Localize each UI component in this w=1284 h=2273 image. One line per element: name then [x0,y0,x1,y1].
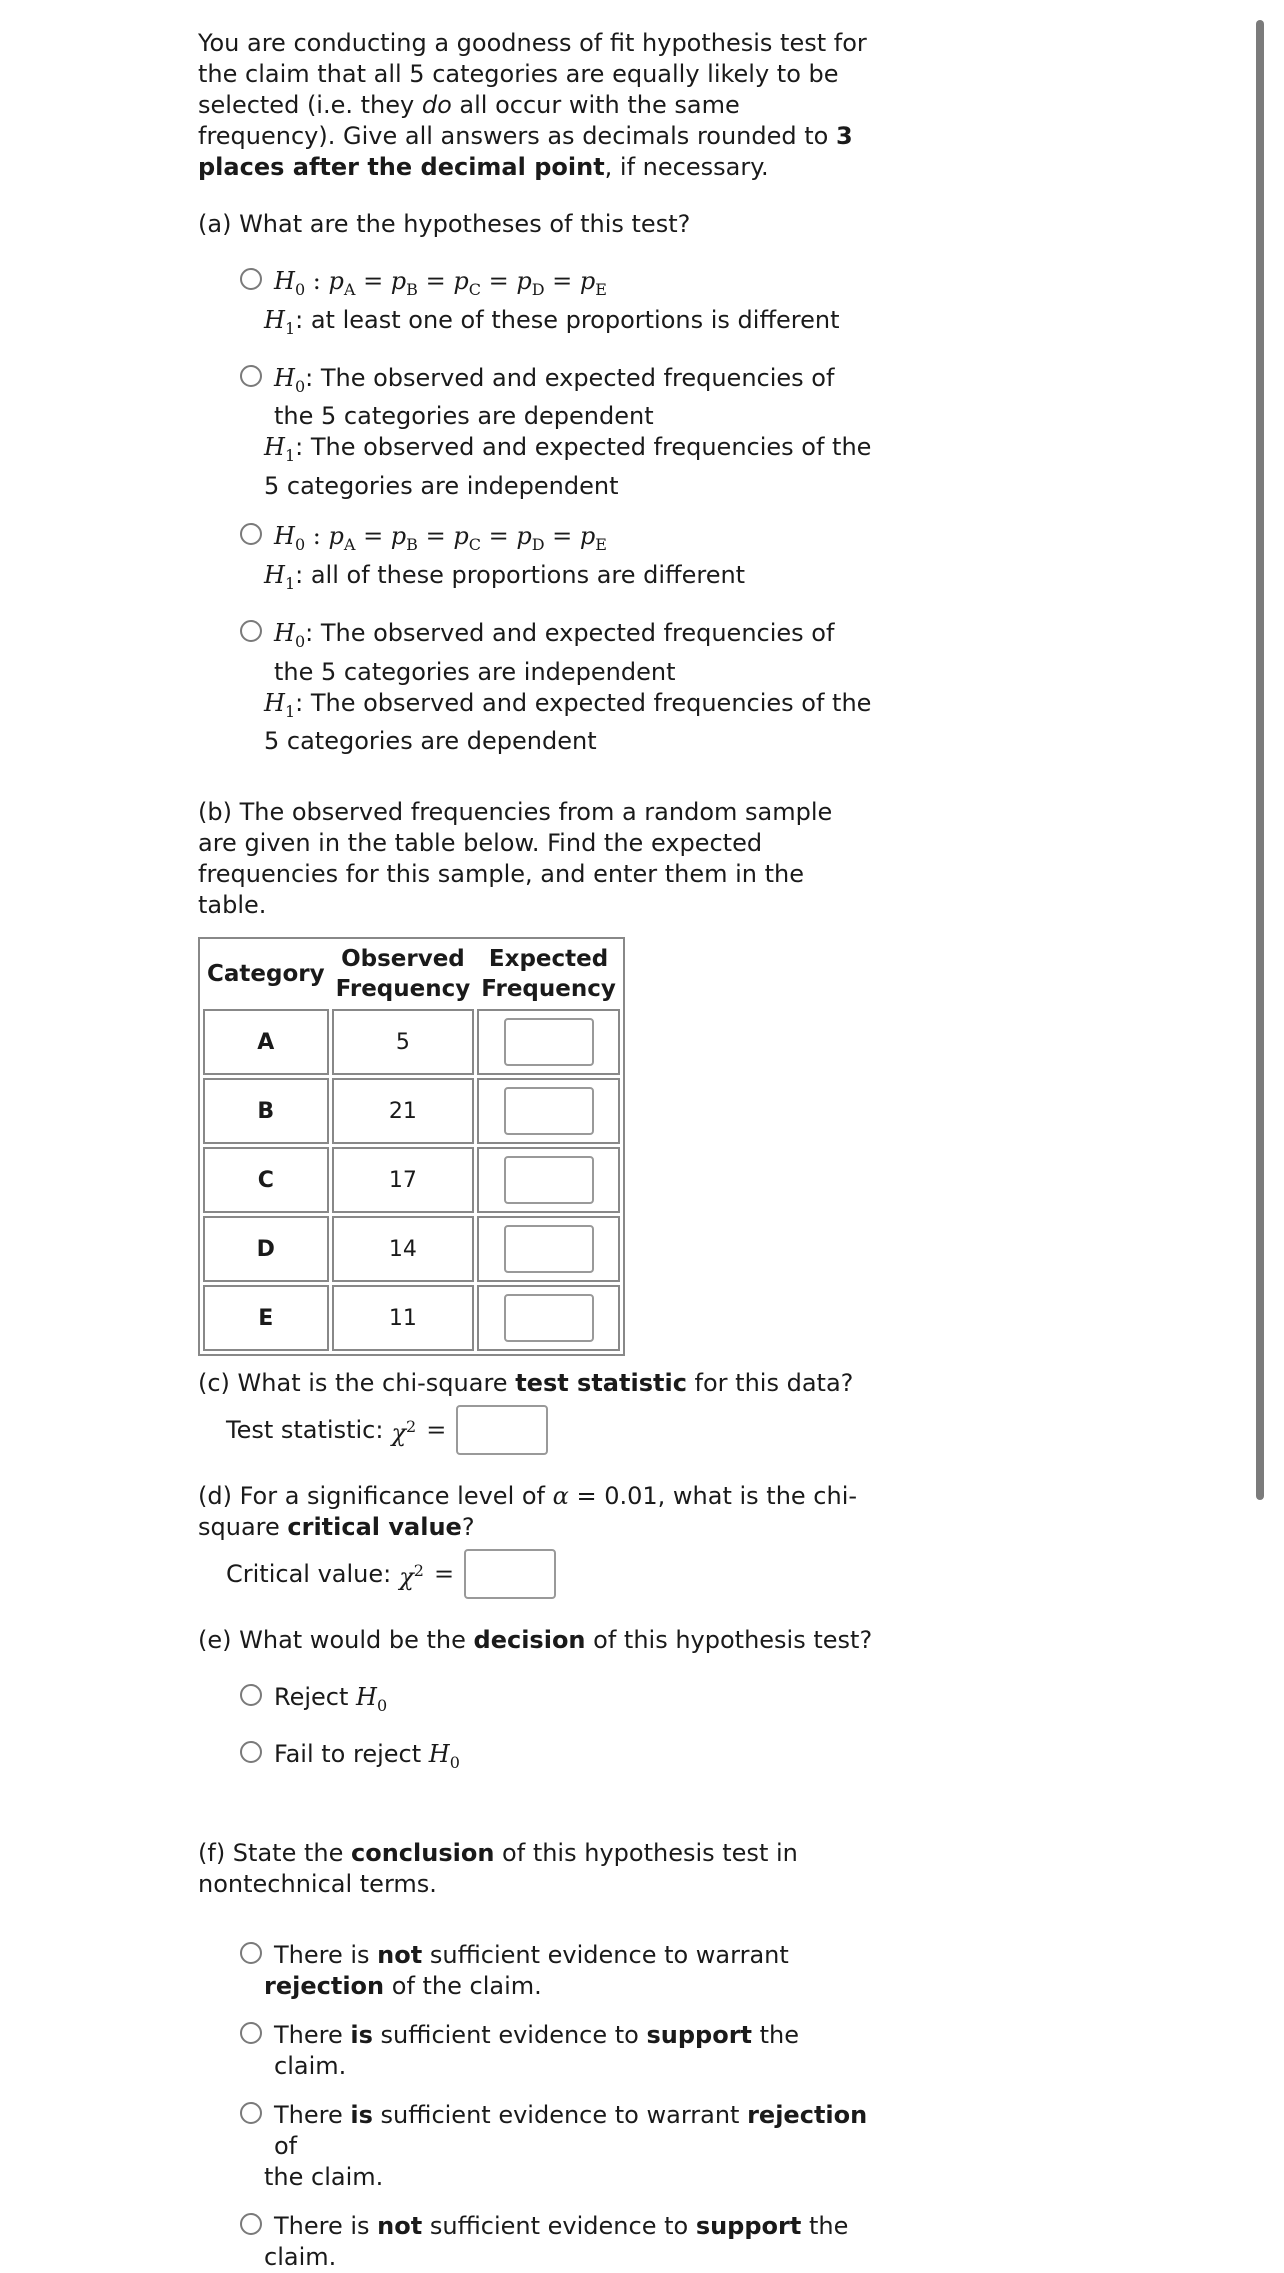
intro-text: You are conducting a goodness of fit hypothesis test for the claim that all 5 categories are equally likely to be selected (i.e. they do all occur with the same frequency). Give all answers as decimals rounded to 3 places after the decimal point, if necessary. [198,29,867,181]
test-statistic-label: Test statistic: [226,1415,384,1444]
chi-square-symbol: $\chi^2$ [399,1561,424,1592]
question-content [198,28,878,2273]
hypothesis-option-4[interactable]: $H_0$: The observed and expected frequencies of the 5 categories are independent $H_1$: The observed and expected frequencies of the 5 categories are dependent [240,618,878,758]
conclusion-option-2[interactable]: There is sufficient evidence to support the claim. [240,2020,878,2082]
table-header-row [203,942,620,1006]
hypothesis-option-2[interactable]: $H_0$: The observed and expected frequencies of the 5 categories are dependent $H_1$: The observed and expected frequencies of the 5 categories are independent [240,363,878,503]
observed-header: Observed Frequency [335,946,471,1003]
category-cell: B [203,1078,329,1144]
part-f-question: (f) State the conclusion of this hypothesis test in nontechnical terms. [198,1838,798,1898]
radio-button[interactable] [240,2213,262,2235]
conclusion-option-4[interactable]: There is not sufficient evidence to support the claim. [240,2211,878,2273]
h1-text: : at least one of these proportions is different [295,305,840,334]
observed-cell: 14 [332,1216,475,1282]
hypothesis-option-3[interactable]: $H_0$ : $p_A = p_B = p_C = p_D = p_E$ $H_1$: all of these proportions are different [240,521,878,599]
radio-button[interactable] [240,1684,262,1706]
frequency-table [198,937,625,1356]
table-row [203,1078,620,1144]
table-row [203,1285,620,1351]
expected-cell [477,1285,620,1351]
expected-input[interactable] [504,1018,594,1066]
category-cell: E [203,1285,329,1351]
table-row [203,1216,620,1282]
radio-button[interactable] [240,1741,262,1763]
test-statistic-line: Test statistic: $\chi^2$ = [226,1405,878,1455]
expected-input[interactable] [504,1294,594,1342]
radio-button[interactable] [240,2102,262,2124]
decision-option-reject[interactable]: Reject $H_0$ [240,1682,878,1721]
part-b-question: (b) The observed frequencies from a random sample are given in the table below. Find the expected frequencies for this sample, and enter them in the table. [198,798,833,920]
radio-button[interactable] [240,620,262,642]
expected-cell [477,1009,620,1075]
radio-button[interactable] [240,365,262,387]
test-statistic-input[interactable] [456,1405,548,1455]
scrollbar[interactable] [1256,20,1264,1500]
observed-cell: 11 [332,1285,475,1351]
critical-value-input[interactable] [464,1549,556,1599]
category-cell: C [203,1147,329,1213]
part-a-question: (a) What are the hypotheses of this test? [198,210,691,238]
observed-cell: 5 [332,1009,475,1075]
hypothesis-option-1[interactable]: $H_0$ : $p_A = p_B = p_C = p_D = p_E$ $H_1$: at least one of these proportions is different [240,266,878,344]
observed-cell: 21 [332,1078,475,1144]
observed-cell: 17 [332,1147,475,1213]
conclusion-option-1[interactable]: There is not sufficient evidence to warrant rejection of the claim. [240,1940,878,2002]
expected-header: Expected Frequency [481,946,616,1003]
radio-button[interactable] [240,2022,262,2044]
conclusion-option-3[interactable]: There is sufficient evidence to warrant rejection of the claim. [240,2100,878,2193]
radio-button[interactable] [240,1942,262,1964]
table-row [203,1009,620,1075]
chi-square-symbol: $\chi^2$ [391,1417,417,1448]
part-d-question: (d) For a significance level of α = 0.01, what is the chi-square critical value? [198,1482,858,1542]
h0-equation: $H_0$ : $p_A = p_B = p_C = p_D = p_E$ [274,267,607,299]
h1-text: : The observed and expected frequencies of the 5 categories are dependent [264,688,872,756]
h0-text: : The observed and expected frequencies of the 5 categories are dependent [274,363,835,431]
critical-value-line: Critical value: $\chi^2$ = [226,1549,878,1599]
part-c-question: (c) What is the chi-square test statistic for this data? [198,1369,854,1398]
critical-value-label: Critical value: [226,1559,392,1588]
part-e-question: (e) What would be the decision of this hypothesis test? [198,1626,873,1655]
expected-input[interactable] [504,1087,594,1135]
alpha-symbol: α [552,1482,569,1511]
category-cell: A [203,1009,329,1075]
expected-cell [477,1147,620,1213]
h1-text: : The observed and expected frequencies of the 5 categories are independent [264,433,872,501]
radio-button[interactable] [240,268,262,290]
expected-cell [477,1078,620,1144]
expected-cell [477,1216,620,1282]
category-cell: D [203,1216,329,1282]
radio-button[interactable] [240,523,262,545]
expected-input[interactable] [504,1225,594,1273]
h0-text: : The observed and expected frequencies of the 5 categories are independent [274,618,835,686]
decision-option-fail-to-reject[interactable]: Fail to reject $H_0$ [240,1739,878,1778]
h1-text: : all of these proportions are different [295,560,746,589]
h0-equation: $H_0$ : $p_A = p_B = p_C = p_D = p_E$ [274,522,607,554]
category-header: Category [207,961,325,988]
table-row [203,1147,620,1213]
expected-input[interactable] [504,1156,594,1204]
